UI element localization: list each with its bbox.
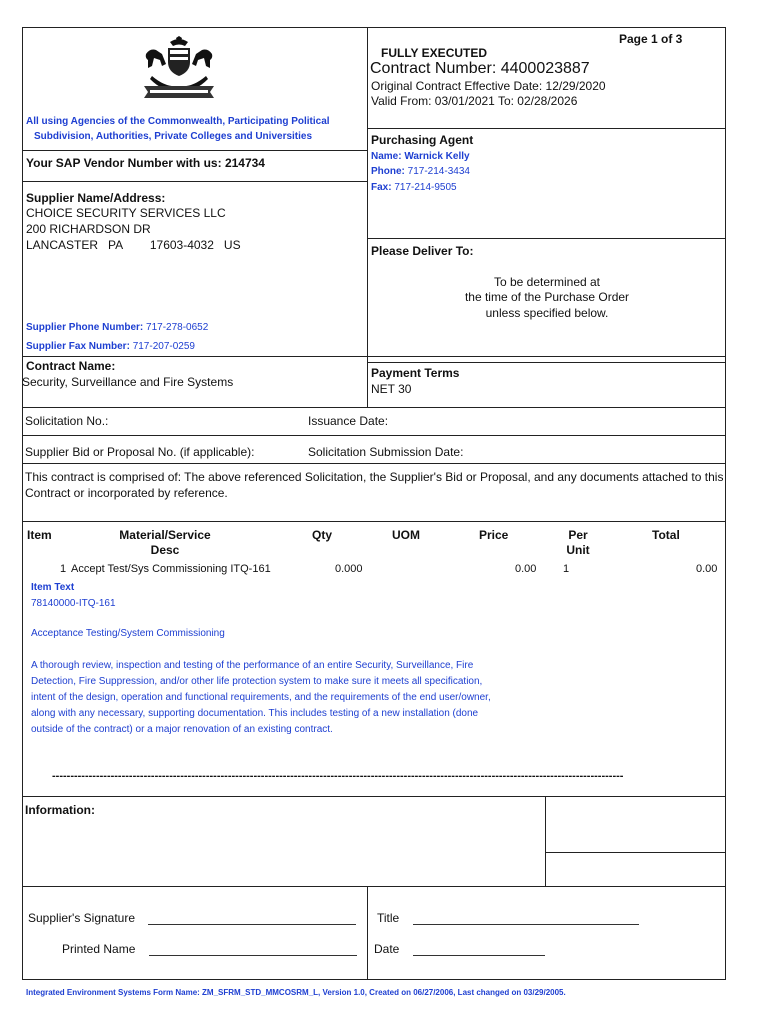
supplier-phone-label: Supplier Phone Number: xyxy=(26,322,144,333)
frame-bottom xyxy=(22,979,726,980)
supplier-state: PA xyxy=(108,238,124,252)
deliver-line-3: unless specified below. xyxy=(485,306,609,320)
row-total: 0.00 xyxy=(696,563,718,575)
agent-fax-line xyxy=(371,182,457,193)
row-per-unit: 1 xyxy=(563,563,570,575)
bid-number-label: Supplier Bid or Proposal No. (if applicable): xyxy=(25,445,255,459)
item-description-line: A thorough review, inspection and testing of the performance of an entire Security, Surveillance, Fire xyxy=(31,660,474,671)
solicitation-number-label: Solicitation No.: xyxy=(25,414,109,428)
submission-date-label: Solicitation Submission Date: xyxy=(308,445,464,459)
contract-number: 4400023887 xyxy=(500,60,590,77)
table-end-separator: ------------------------------------------------------------------------------------------------------------------------------------------------------------ xyxy=(52,770,624,782)
divider-signature-vertical xyxy=(367,886,368,980)
col-total-header: Total xyxy=(652,528,680,542)
row-description: Accept Test/Sys Commissioning ITQ-161 xyxy=(71,563,271,575)
supplier-label: Supplier Name/Address: xyxy=(26,191,166,205)
row-price: 0.00 xyxy=(515,563,537,575)
supplier-phone: 717-278-0652 xyxy=(146,322,209,333)
vendor-number-label: Your SAP Vendor Number with us: xyxy=(26,156,222,170)
divider-info-vertical xyxy=(545,796,546,887)
date-label: Date xyxy=(374,942,400,956)
row-qty: 0.000 xyxy=(335,563,363,575)
comprised-statement: This contract is comprised of: The above referenced Solicitation, the Supplier's Bid or Proposal, and any documents attached to this Contract or incorporated by reference. xyxy=(25,470,724,500)
frame-top xyxy=(22,27,726,28)
title-line[interactable] xyxy=(413,913,639,925)
divider-right-agent xyxy=(367,238,726,239)
supplier-fax: 717-207-0259 xyxy=(132,341,195,352)
col-per-header-1: Per xyxy=(568,528,588,542)
divider-full-table xyxy=(22,521,726,522)
contract-name-label: Contract Name: xyxy=(26,359,116,373)
valid-dates: Valid From: 03/01/2021 To: 02/28/2026 xyxy=(371,94,578,108)
contract-name-value: Security, Surveillance and Fire Systems xyxy=(22,375,234,389)
payment-terms-value: NET 30 xyxy=(371,382,412,396)
printed-name-label: Printed Name xyxy=(62,942,136,956)
divider-full-information xyxy=(22,796,726,797)
printed-name-row xyxy=(62,942,357,956)
page-number: Page 1 of 3 xyxy=(619,32,683,46)
col-material-header-1: Material/Service xyxy=(119,528,211,542)
agent-name-label: Name: xyxy=(371,151,402,162)
date-line[interactable] xyxy=(413,944,545,956)
deliver-line-1: To be determined at xyxy=(493,275,601,289)
item-code: 78140000-ITQ-161 xyxy=(31,598,116,609)
col-material-header-2: Desc xyxy=(150,543,180,557)
agent-title: Purchasing Agent xyxy=(371,133,474,147)
col-item-header: Item xyxy=(27,528,52,542)
supplier-city: LANCASTER xyxy=(26,238,99,252)
original-effective-date: Original Contract Effective Date: 12/29/2020 xyxy=(371,79,606,93)
divider-upper-vertical xyxy=(367,27,368,407)
agent-phone-line xyxy=(371,166,470,177)
signature-line[interactable] xyxy=(148,913,356,925)
supplier-country: US xyxy=(223,238,241,252)
form-footer: Integrated Environment Systems Form Name: ZM_SFRM_STD_MMCOSRM_L, Version 1.0, Created on 06/27/2006, Last changed on 03/29/2005. xyxy=(26,988,566,997)
signature-row xyxy=(28,911,356,925)
agent-fax: 717-214-9505 xyxy=(394,182,457,193)
title-label: Title xyxy=(377,911,400,925)
supplier-phone-line xyxy=(26,322,208,333)
state-seal-icon xyxy=(138,36,220,100)
divider-right-header xyxy=(367,128,726,129)
agencies-line-2: Subdivision, Authorities, Private Colleges and Universities xyxy=(34,131,313,142)
supplier-fax-label: Supplier Fax Number: xyxy=(26,341,130,352)
col-uom-header: UOM xyxy=(392,528,420,542)
agent-name-line xyxy=(371,151,470,162)
agent-phone: 717-214-3434 xyxy=(407,166,470,177)
contract-number-line xyxy=(370,60,590,78)
title-row xyxy=(377,911,639,925)
item-text-label: Item Text xyxy=(31,582,75,593)
printed-name-line[interactable] xyxy=(149,944,357,956)
vendor-number-line xyxy=(26,156,265,170)
divider-info-mid xyxy=(545,852,726,853)
col-qty-header: Qty xyxy=(312,528,333,542)
contract-number-label: Contract Number: xyxy=(370,60,497,77)
payment-terms-label: Payment Terms xyxy=(371,366,460,380)
divider-right-payment xyxy=(367,362,726,363)
deliver-title: Please Deliver To: xyxy=(371,244,474,258)
col-per-header-2: Unit xyxy=(566,543,590,557)
issuance-date-label: Issuance Date: xyxy=(308,414,389,428)
agencies-line-1: All using Agencies of the Commonwealth, Participating Political xyxy=(26,116,330,127)
item-title: Acceptance Testing/System Commissioning xyxy=(31,628,225,639)
information-label: Information: xyxy=(25,803,95,817)
item-description-line: along with any necessary, supporting documentation. This includes testing of a new installation (done xyxy=(31,708,479,719)
agent-name: Warnick Kelly xyxy=(404,151,470,162)
status-label: FULLY EXECUTED xyxy=(381,46,488,60)
signature-label: Supplier's Signature xyxy=(28,911,136,925)
supplier-city-line xyxy=(26,238,241,252)
deliver-line-2: the time of the Purchase Order xyxy=(464,290,630,304)
item-description-line: Detection, Fire Suppression, and/or other life protection system to make sure it meets all specification, xyxy=(31,676,483,687)
divider-full-signature xyxy=(22,886,726,887)
divider-full-solicitation xyxy=(22,407,726,408)
row-item-number: 1 xyxy=(60,563,67,575)
divider-left-vendor xyxy=(22,181,368,182)
supplier-street: 200 RICHARDSON DR xyxy=(26,222,151,236)
item-description xyxy=(31,658,531,738)
frame-right xyxy=(725,27,726,980)
divider-full-bid xyxy=(22,435,726,436)
divider-full-contract xyxy=(22,356,726,357)
agent-fax-label: Fax: xyxy=(371,182,392,193)
item-description-line: intent of the design, operation and functional requirements, and the requirements of the end user/owner, xyxy=(31,692,491,703)
divider-full-comprised xyxy=(22,463,726,464)
supplier-name: CHOICE SECURITY SERVICES LLC xyxy=(26,206,226,220)
supplier-fax-line xyxy=(26,341,195,352)
supplier-zip: 17603-4032 xyxy=(149,238,214,252)
item-description-line: outside of the contract) or a major renovation of an existing contract. xyxy=(31,724,333,735)
vendor-number: 214734 xyxy=(224,156,265,170)
date-row xyxy=(374,942,545,956)
col-price-header: Price xyxy=(479,528,509,542)
divider-left-agency xyxy=(22,150,368,151)
frame-left xyxy=(22,27,23,980)
agent-phone-label: Phone: xyxy=(371,166,405,177)
